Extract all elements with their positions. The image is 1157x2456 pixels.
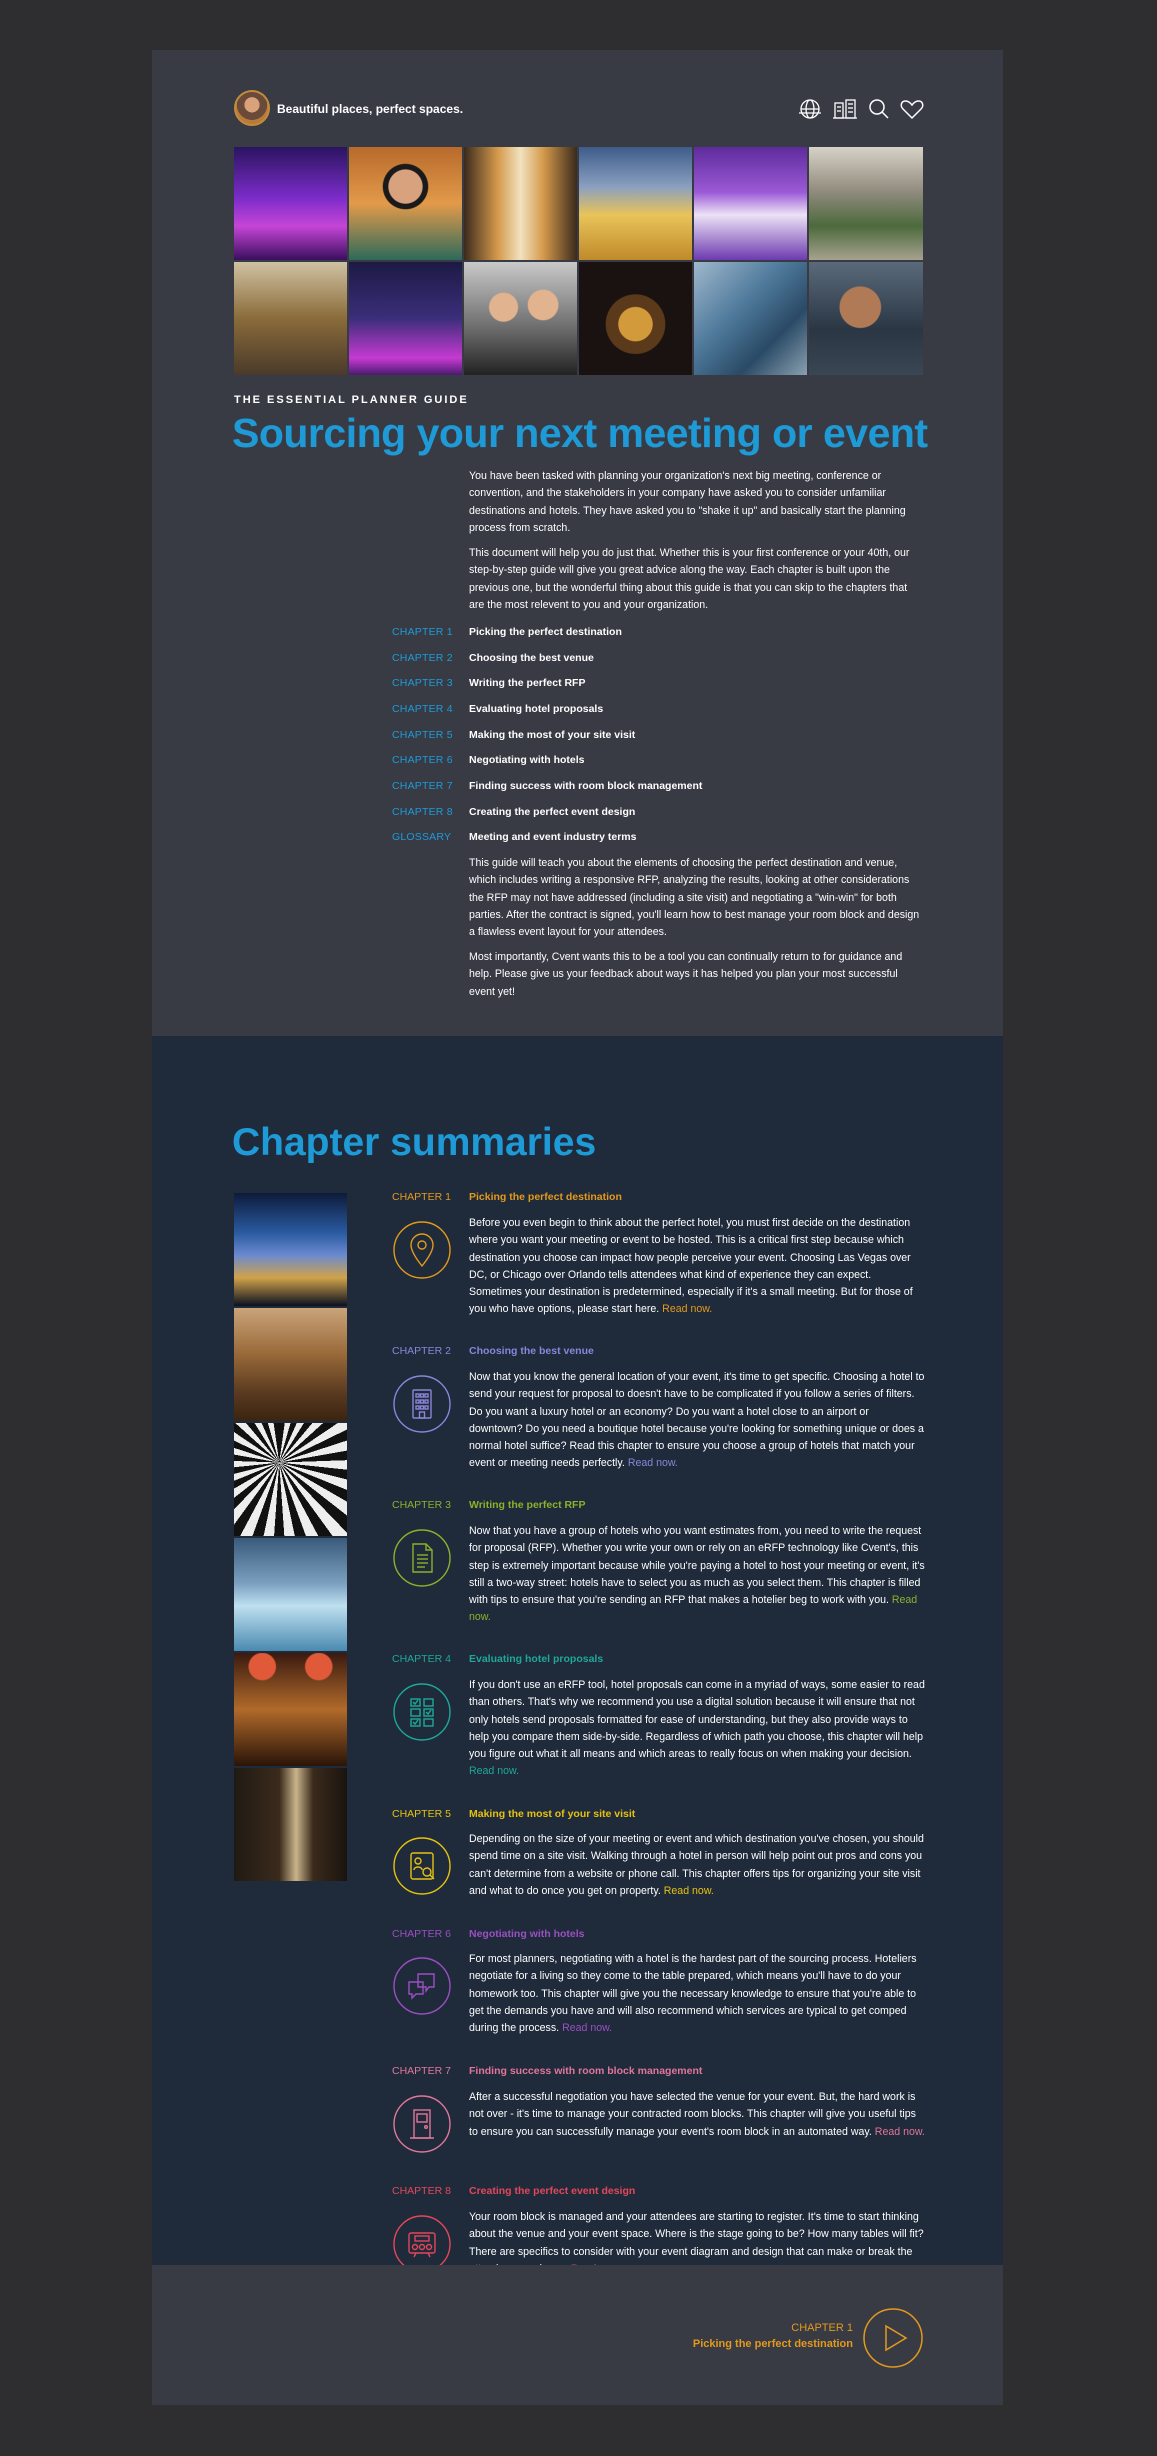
photo-event-room	[234, 1653, 347, 1766]
chapter-3-summary: Now that you have a group of hotels who you want estimates from, you need to write the request for proposal (RFP). Whether you write your own or rely on an eRFP technology like Cvent's, this step is extremely important because while you're paying a hotel to host your meeting or event, it's still a two-way street: hotels have to select you as much as you select them. This chapter is filled with tips to ensure that you're sending an RFP that makes a hotelier beg to work with you. Read now.	[469, 1525, 925, 1624]
chapter-6-num: CHAPTER 6	[392, 1928, 451, 1940]
toc-num-3: CHAPTER 3	[392, 677, 453, 689]
footer-next	[152, 2265, 1003, 2405]
photo-building	[694, 262, 807, 375]
chapter-7-summary: After a successful negotiation you have selected the venue for your event. But, the hard work is not over - it's time to manage your contracted room blocks. This chapter will give you useful tips to ensure you can successfully manage your event's room block in an automated way. Read now.	[469, 2091, 925, 2138]
intro-paragraph-3: This guide will teach you about the elements of choosing the perfect destination and venue, which includes writing a responsive RFP, analyzing the results, looking at other considerations the RFP may not have addressed (including a site visit) and negotiating a "win-win" for both parties. After the contract is signed, you'll learn how to best manage your room block and design a flawless event layout for your attendees.	[469, 857, 920, 939]
chapter-5-read-now-link[interactable]: Read now.	[663, 1884, 714, 1897]
chapter-7-title[interactable]: Finding success with room block management	[469, 2065, 703, 2077]
toc-link-7[interactable]: Finding success with room block management	[469, 780, 703, 792]
photo-food	[579, 262, 692, 375]
chapter-4-summary: If you don't use an eRFP tool, hotel proposals can come in a myriad of ways, some easier to read than others. That's why we recommend you use a digital solution because it will ensure that not only hotels send proposals formatted for ease of understanding, but they also provide ways to help you compare them side-by-side. Regardless of which path you choose, this chapter will help you figure out what it all means and which areas to really focus on when making your decision. Read now.	[469, 1679, 925, 1778]
photo-skyline	[234, 1193, 347, 1306]
chapter-4-title[interactable]: Evaluating hotel proposals	[469, 1653, 604, 1665]
checklist-icon	[392, 1682, 452, 1742]
photo-grid	[234, 147, 923, 375]
tagline: Beautiful places, perfect spaces.	[277, 102, 464, 116]
toc-link-glossary[interactable]: Meeting and event industry terms	[469, 831, 637, 843]
chapter-1-summary: Before you even begin to think about the perfect hotel, you must first decide on the destination where you want your meeting or event to be hosted. This is a critical first step because which destination you choose can impact how people perceive your event. Choosing Las Vegas over DC, or Chicago over Orlando tells attendees what kind of experience they can expect. Sometimes your destination is predetermined, especially if it's a small meeting. But for those of you who have options, please start here. Read now.	[469, 1217, 913, 1316]
chapter-7-num: CHAPTER 7	[392, 2065, 451, 2077]
photo-pool	[234, 1538, 347, 1651]
summaries-section	[152, 1036, 1003, 2265]
photo-man-camera	[809, 262, 923, 375]
photo-purple-ballroom	[234, 147, 347, 260]
chapter-4-read-now-link[interactable]: Read now.	[469, 1765, 520, 1778]
chapter-7-read-now-link[interactable]: Read now.	[874, 2125, 925, 2138]
intro-section	[152, 50, 1003, 1036]
chapter-3-num: CHAPTER 3	[392, 1499, 451, 1511]
eyebrow: THE ESSENTIAL PLANNER GUIDE	[234, 394, 469, 406]
intro-paragraph-4: Most importantly, Cvent wants this to be a tool you can continually return to for guidance and help. Please give us your feedback about ways it has helped you plan your most successful event yet!	[469, 951, 903, 998]
door-icon	[392, 2094, 452, 2154]
toc-num-glossary: GLOSSARY	[392, 831, 452, 843]
toc-num-7: CHAPTER 7	[392, 780, 453, 792]
summaries-title: Chapter summaries	[232, 1121, 597, 1164]
chapter-8-num: CHAPTER 8	[392, 2185, 451, 2197]
chapter-1-num: CHAPTER 1	[392, 1191, 451, 1203]
toc-num-8: CHAPTER 8	[392, 806, 453, 818]
intro-paragraph-1: You have been tasked with planning your organization's next big meeting, conference or convention, and the stakeholders in your company have asked you to consider unfamiliar destinations and hotels. They have asked you to "shake it up" and basically start the planning process from scratch.	[469, 470, 906, 534]
page-title: Sourcing your next meeting or event	[232, 410, 928, 456]
chat-bubbles-icon	[392, 1956, 452, 2016]
toc-num-2: CHAPTER 2	[392, 652, 453, 664]
photo-modern-room	[234, 1423, 347, 1536]
chapter-1-read-now-link[interactable]: Read now.	[662, 1303, 713, 1316]
next-chapter-num: CHAPTER 1	[791, 2322, 853, 2334]
chapter-6-title[interactable]: Negotiating with hotels	[469, 1928, 585, 1940]
toc-link-3[interactable]: Writing the perfect RFP	[469, 677, 586, 689]
summary-photo-column	[234, 1193, 347, 1882]
chapter-8-title[interactable]: Creating the perfect event design	[469, 2185, 636, 2197]
search-icon[interactable]	[866, 97, 892, 121]
hotel-icon[interactable]	[832, 97, 858, 121]
chapter-2-read-now-link[interactable]: Read now.	[627, 1457, 678, 1470]
chapter-2-summary: Now that you know the general location of your event, it's time to get specific. Choosing a hotel to send your request for proposal to doesn't have to be complicated if you follow a series of filters. Do you want a luxury hotel or an economy? Do you want a hotel close to an airport or downtown? Do you need a boutique hotel because you're looking for something unique or does a normal hotel suffice? Read this chapter to ensure you choose a group of hotels that match your event or meeting needs perfectly. Read now.	[469, 1371, 925, 1470]
chapter-5-summary: Depending on the size of your meeting or event and which destination you've chosen, you should spend time on a site visit. Walking through a hotel in person will help point out pros and cons you can't determine from a website or phone call. This chapter offers tips for organizing your site visit and what to do once you get on property. Read now.	[469, 1833, 924, 1897]
chapter-8-summary: Your room block is managed and your attendees are starting to register. It's time to start thinking about the venue and your event space. Where is the stage going to be? How many tables will fit? There are specifics to consider with your event diagram and design that can make or break the	[469, 2209, 925, 2278]
toc-num-6: CHAPTER 6	[392, 754, 453, 766]
toc-num-5: CHAPTER 5	[392, 729, 453, 741]
chapter-1-title[interactable]: Picking the perfect destination	[469, 1191, 622, 1203]
page	[152, 50, 1003, 2405]
toc-link-5[interactable]: Making the most of your site visit	[469, 729, 636, 741]
photo-fountain-hotel	[579, 147, 692, 260]
chapter-3-title[interactable]: Writing the perfect RFP	[469, 1499, 586, 1511]
chapter-2-title[interactable]: Choosing the best venue	[469, 1345, 594, 1357]
toc-num-4: CHAPTER 4	[392, 703, 453, 715]
chapter-5-num: CHAPTER 5	[392, 1808, 451, 1820]
photo-lounge	[234, 262, 347, 375]
photo-attendees	[464, 262, 577, 375]
chapter-5-title[interactable]: Making the most of your site visit	[469, 1808, 636, 1820]
map-pin-icon	[392, 1220, 452, 1280]
chapter-6-summary: For most planners, negotiating with a hotel is the hardest part of the sourcing process. Hoteliers negotiate for a living so they come to the table prepared, which means you'll have to do your homework too. This chapter will give you the necessary knowledge to ensure that you're able to get the demands you have and will also recommend which services are typical to get comped during the process. Read now.	[469, 1953, 917, 2035]
photo-banquet-hall	[234, 1308, 347, 1421]
site-visit-icon	[392, 1836, 452, 1896]
intro-paragraph-2: This document will help you do just that. Whether this is your first conference or your 40th, our step-by-step guide will give you great advice along the way. Each chapter is built upon the previous one, but the wonderful thing about this guide is that you can skip to the chapters that are the most relevent to you and your organization.	[469, 547, 910, 611]
play-next-icon[interactable]	[862, 2307, 924, 2369]
toc-link-6[interactable]: Negotiating with hotels	[469, 754, 585, 766]
photo-atrium	[809, 147, 923, 260]
chapter-3-read-now-link[interactable]: Read now.	[469, 1594, 918, 1624]
photo-purple-hall	[694, 147, 807, 260]
toc-link-2[interactable]: Choosing the best venue	[469, 652, 594, 664]
heart-icon[interactable]	[899, 97, 925, 121]
toc-num-1: CHAPTER 1	[392, 626, 453, 638]
photo-hotel-room	[234, 1768, 347, 1881]
toc-link-8[interactable]: Creating the perfect event design	[469, 806, 636, 818]
photo-city-night	[349, 262, 462, 375]
building-icon	[392, 1374, 452, 1434]
chapter-2-num: CHAPTER 2	[392, 1345, 451, 1357]
photo-woman-speaker	[349, 147, 462, 260]
document-icon	[392, 1528, 452, 1588]
chapter-6-read-now-link[interactable]: Read now.	[562, 2022, 613, 2035]
toc-link-4[interactable]: Evaluating hotel proposals	[469, 703, 604, 715]
globe-icon[interactable]	[797, 97, 823, 121]
next-chapter-title[interactable]: Picking the perfect destination	[692, 2338, 853, 2350]
chapter-4-num: CHAPTER 4	[392, 1653, 451, 1665]
toc-link-1[interactable]: Picking the perfect destination	[469, 626, 622, 638]
photo-hallway	[464, 147, 577, 260]
avatar	[234, 90, 270, 126]
